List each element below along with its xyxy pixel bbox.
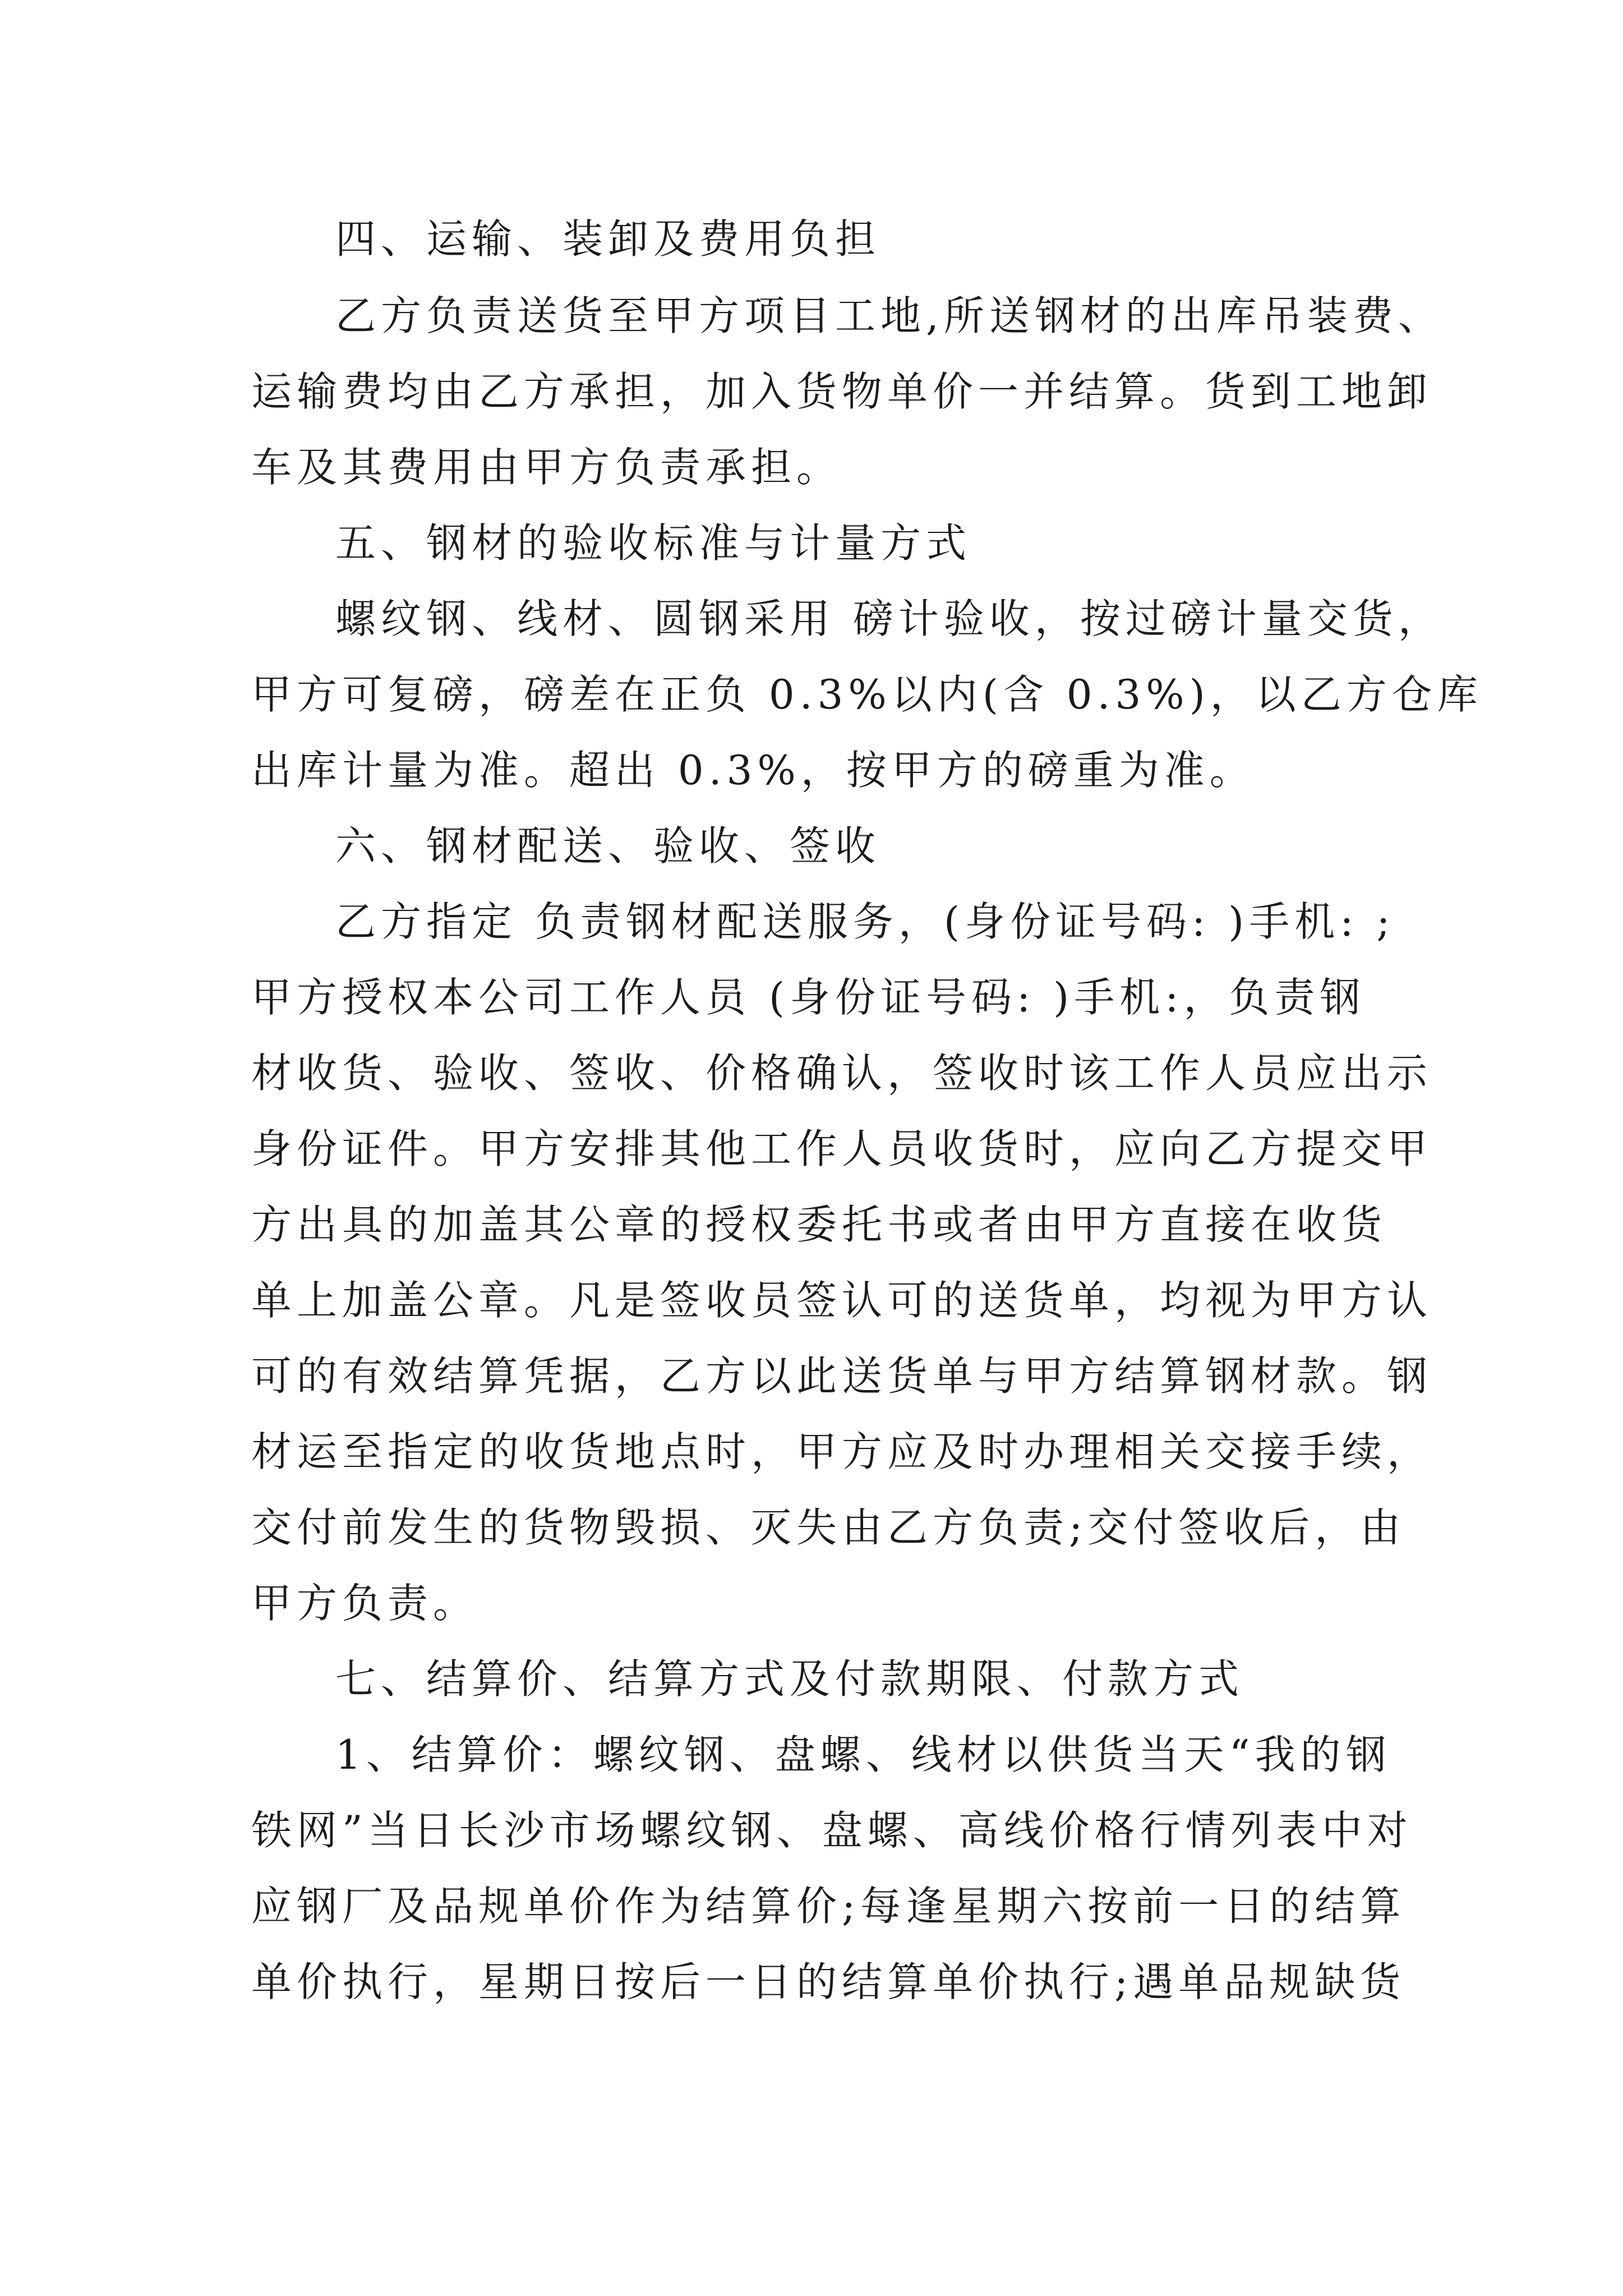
paragraph-line: 甲方负责。 [251,1580,479,1627]
paragraph-line: 螺纹钢、线材、圆钢采用 磅计验收，按过磅计量交货， [335,595,1444,642]
paragraph-line: 单价执行，星期日按后一日的结算单价执行;遇单品规缺货 [251,1958,1406,2005]
paragraph-line: 甲方可复磅，磅差在正负 0.3%以内(含 0.3%)，以乙方仓库 [251,671,1483,718]
paragraph-line: 身份证件。甲方安排其他工作人员收货时，应向乙方提交甲 [251,1125,1433,1172]
paragraph-line: 乙方负责送货至甲方项目工地,所送钢材的出库吊装费、 [335,292,1444,339]
paragraph-line: 单上加盖公章。凡是签收员签认可的送货单，均视为甲方认 [251,1277,1433,1324]
section-heading-6: 六、钢材配送、验收、签收 [335,822,881,869]
section-heading-4: 四、运输、装卸及费用负担 [335,215,881,263]
section-heading-5: 五、钢材的验收标准与计量方式 [335,519,972,567]
paragraph-line: 可的有效结算凭据，乙方以此送货单与甲方结算钢材款。钢 [251,1352,1433,1400]
section-heading-7: 七、结算价、结算方式及付款期限、付款方式 [335,1655,1244,1703]
paragraph-line: 应钢厂及品规单价作为结算价;每逢星期六按前一日的结算 [251,1883,1406,1930]
paragraph-line: 运输费均由乙方承担，加入货物单价一并结算。货到工地卸 [251,368,1433,415]
paragraph-line: 交付前发生的货物毁损、灭失由乙方负责;交付签收后，由 [251,1504,1406,1551]
paragraph-line: 铁网”当日长沙市场螺纹钢、盘螺、高线价格行情列表中对 [251,1807,1413,1854]
paragraph-line: 方出具的加盖其公章的授权委托书或者由甲方直接在收货 [251,1201,1387,1248]
paragraph-line: 出库计量为准。超出 0.3%，按甲方的磅重为准。 [251,747,1255,794]
paragraph-line: 乙方指定 负责钢材配送服务，(身份证号码: )手机: ; [335,898,1395,945]
paragraph-line: 材运至指定的收货地点时，甲方应及时办理相关交接手续， [251,1428,1433,1475]
paragraph-line: 甲方授权本公司工作人员 (身份证号码: )手机:，负责钢 [251,974,1366,1021]
paragraph-line: 材收货、验收、签收、价格确认，签收时该工作人员应出示 [251,1050,1433,1097]
paragraph-line: 1、结算价：螺纹钢、盘螺、线材以供货当天“我的钢 [335,1731,1391,1778]
paragraph-line: 车及其费用由甲方负责承担。 [251,444,842,491]
